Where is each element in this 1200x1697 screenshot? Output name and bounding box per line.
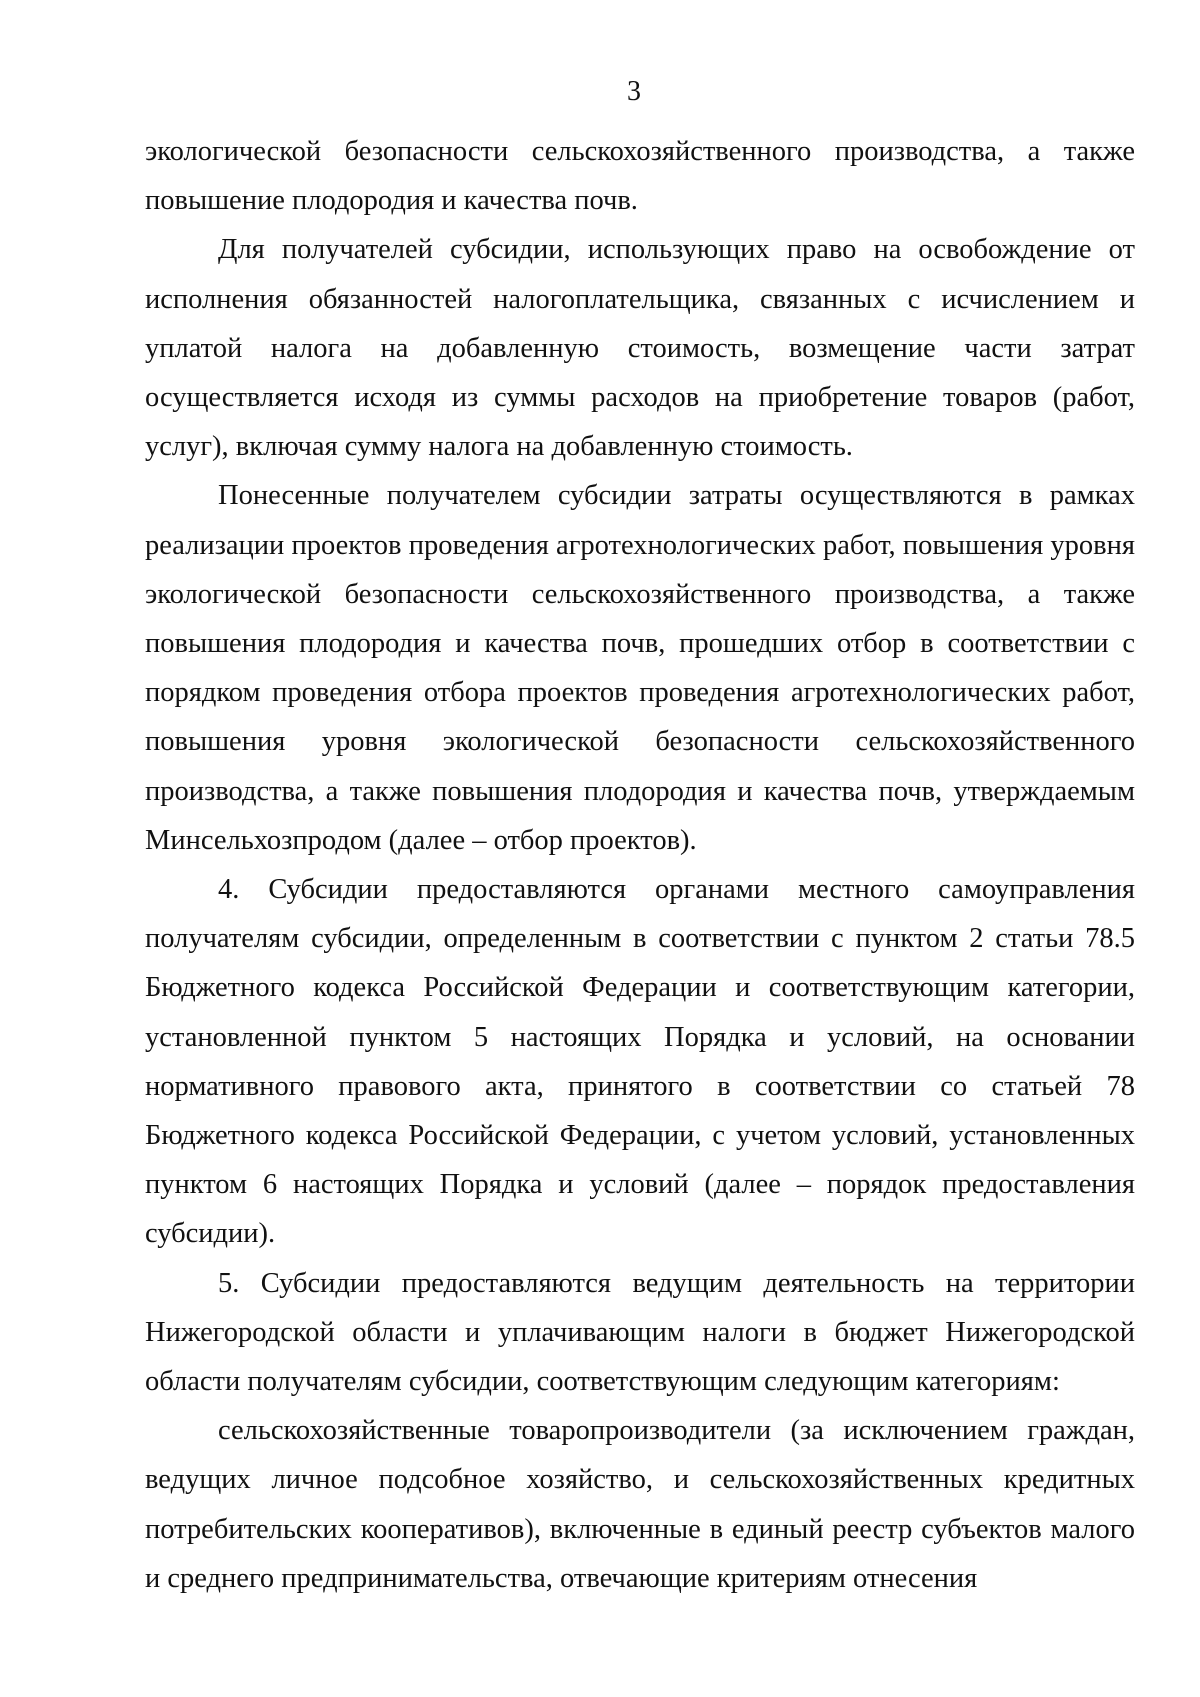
- paragraph-item-5: 5. Субсидии предоставляются ведущим деятельность на территории Нижегородской области и уплачивающим налоги в бюджет Нижегородской области получателям субсидии, соответствующим следующим категориям:: [145, 1267, 1135, 1398]
- paragraph-item-4: 4. Субсидии предоставляются органами местного самоуправления получателям субсидии, определенным в соответствии с пунктом 2 статьи 78.5 Бюджетного кодекса Российской Федерации и соответствующим категории, установленной пунктом 5 настоящих Порядка и условий, на основании нормативного правового акта, принятого в соответствии со статьей 78 Бюджетного кодекса Российской Федерации, с учетом условий, установленных пунктом 6 настоящих Порядка и условий (далее – порядок предоставления субсидии).: [145, 874, 1135, 1250]
- document-body: [145, 127, 1135, 1603]
- paragraph-incurred-costs: Понесенные получателем субсидии затраты осуществляются в рамках реализации проектов проведения агротехнологических работ, повышения уровня экологической безопасности сельскохозяйственного производства, а также повышения плодородия и качества почв, прошедших отбор в соответствии с порядком проведения отбора проектов проведения агротехнологических работ, повышения уровня экологической безопасности сельскохозяйственного производства, а также повышения плодородия и качества почв, утверждаемым Минсельхозпродом (далее – отбор проектов).: [145, 480, 1135, 856]
- paragraph-producers: сельскохозяйственные товаропроизводители (за исключением граждан, ведущих личное подсобное хозяйство, и сельскохозяйственных кредитных потребительских кооперативов), включенные в единый реестр субъектов малого и среднего предпринимательства, отвечающие критериям отнесения: [145, 1415, 1135, 1594]
- paragraph-vat-exemption: Для получателей субсидии, использующих право на освобождение от исполнения обязанностей налогоплательщика, связанных с исчислением и уплатой налога на добавленную стоимость, возмещение части затрат осуществляется исходя из суммы расходов на приобретение товаров (работ, услуг), включая сумму налога на добавленную стоимость.: [145, 234, 1135, 463]
- page-number: 3: [627, 76, 641, 107]
- paragraph-continuation: экологической безопасности сельскохозяйственного производства, а также повышение плодородия и качества почв.: [145, 136, 1135, 217]
